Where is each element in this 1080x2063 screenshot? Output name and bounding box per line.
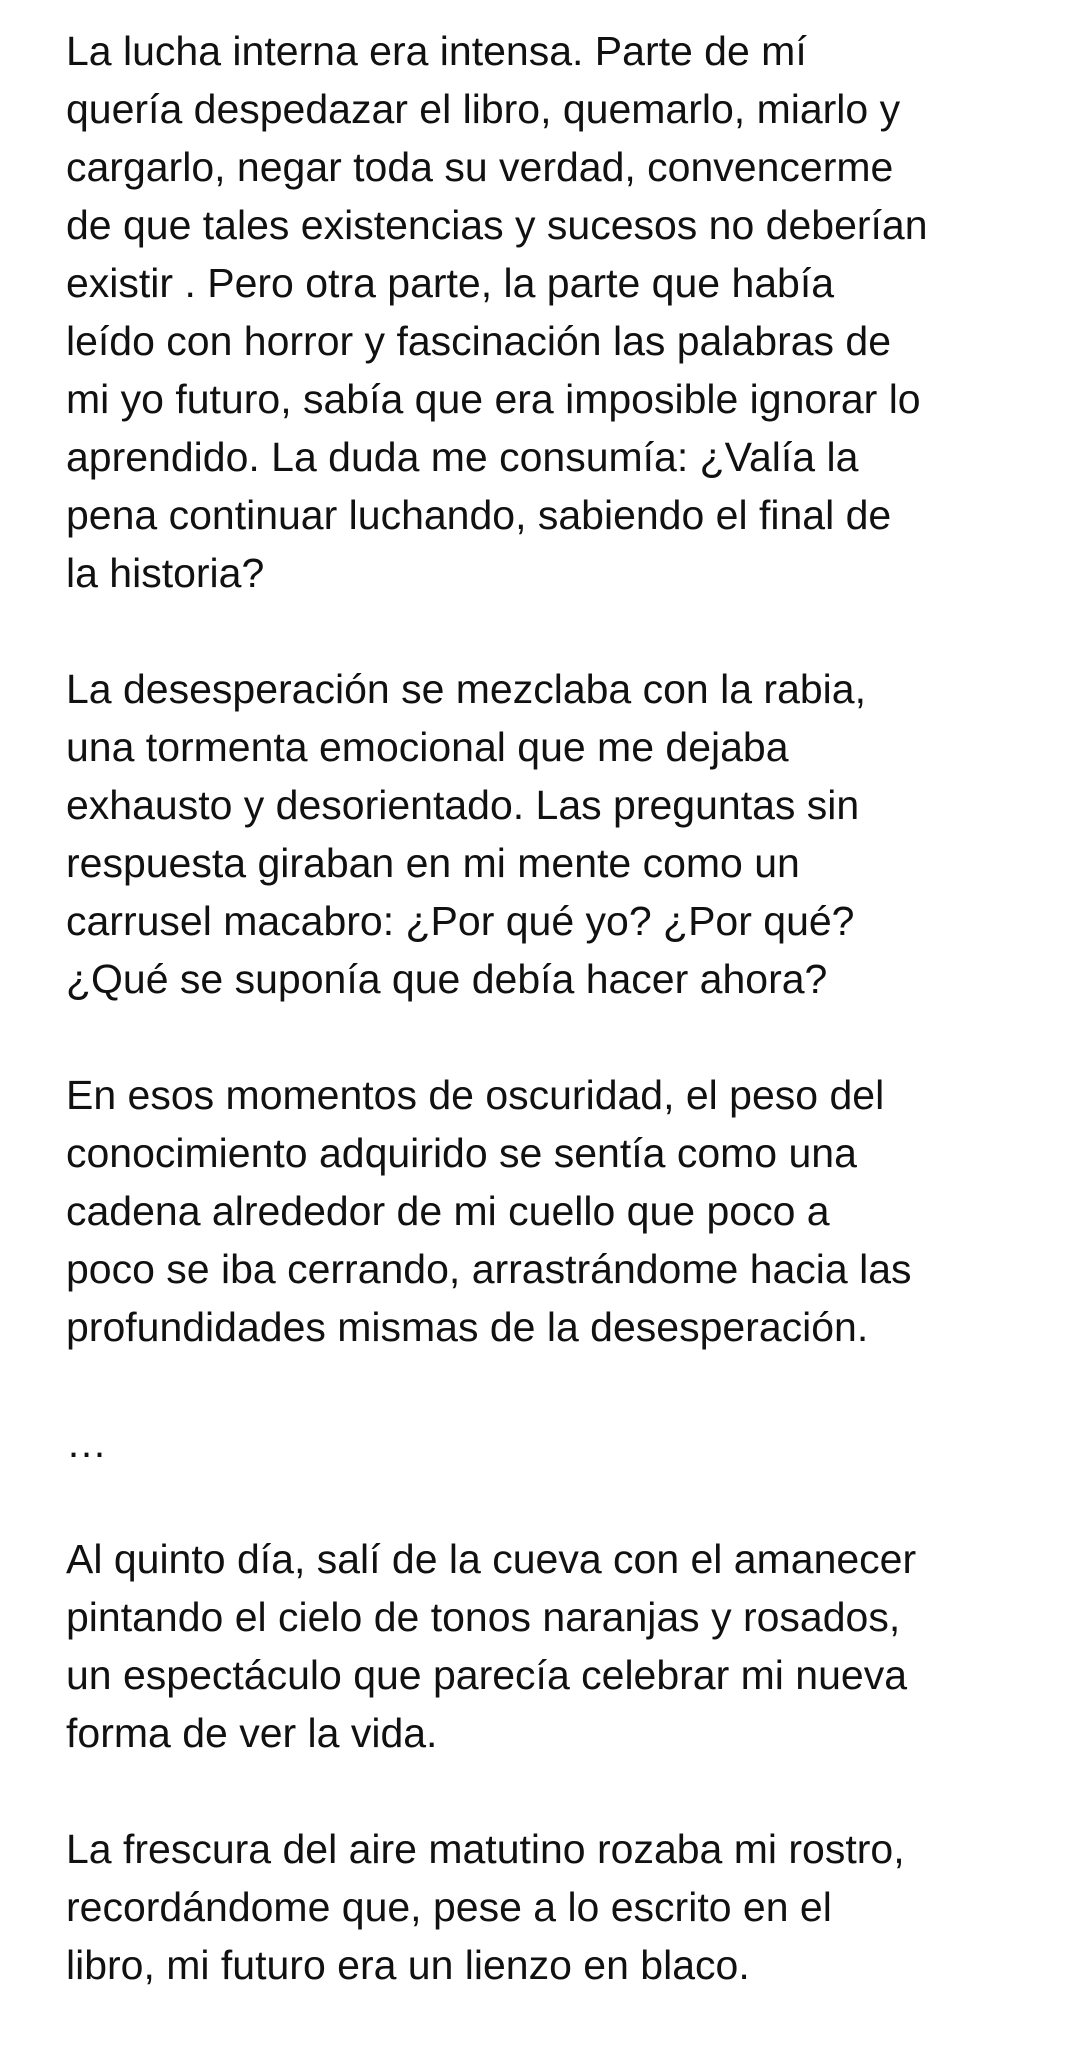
text-line: conocimiento adquirido se sentía como una <box>66 1130 857 1176</box>
text-line: poco se iba cerrando, arrastrándome hacia las <box>66 1246 912 1292</box>
paragraph <box>66 1820 1066 1994</box>
paragraph <box>66 1530 1066 1762</box>
text-line: leído con horror y fascinación las palabras de <box>66 318 892 364</box>
text-line: de que tales existencias y sucesos no deberían <box>66 202 928 248</box>
paragraph <box>66 660 1066 1008</box>
text-line: cargarlo, negar toda su verdad, convencerme <box>66 144 894 190</box>
paragraph <box>66 22 1066 602</box>
text-line: profundidades mismas de la desesperación. <box>66 1304 869 1350</box>
text-line: pena continuar luchando, sabiendo el final de <box>66 492 892 538</box>
text-line: La lucha interna era intensa. Parte de mí <box>66 28 807 74</box>
paragraph <box>66 1066 1066 1356</box>
document-body <box>66 22 1066 1994</box>
ellipsis-separator <box>66 1414 1066 1472</box>
text-line: mi yo futuro, sabía que era imposible ignorar lo <box>66 376 921 422</box>
text-line: La desesperación se mezclaba con la rabia, <box>66 666 866 712</box>
text-line: … <box>66 1420 107 1466</box>
text-line: un espectáculo que parecía celebrar mi nueva <box>66 1652 908 1698</box>
text-line: aprendido. La duda me consumía: ¿Valía la <box>66 434 859 480</box>
text-line: Al quinto día, salí de la cueva con el amanecer <box>66 1536 917 1582</box>
text-line: carrusel macabro: ¿Por qué yo? ¿Por qué? <box>66 898 855 944</box>
text-line: una tormenta emocional que me dejaba <box>66 724 789 770</box>
text-line: forma de ver la vida. <box>66 1710 438 1756</box>
text-line: En esos momentos de oscuridad, el peso del <box>66 1072 885 1118</box>
text-line: cadena alrededor de mi cuello que poco a <box>66 1188 830 1234</box>
text-line: exhausto y desorientado. Las preguntas sin <box>66 782 860 828</box>
text-line: respuesta giraban en mi mente como un <box>66 840 800 886</box>
text-line: libro, mi futuro era un lienzo en blaco. <box>66 1942 750 1988</box>
text-line: ¿Qué se suponía que debía hacer ahora? <box>66 956 828 1002</box>
text-line: la historia? <box>66 550 265 596</box>
text-line: existir . Pero otra parte, la parte que había <box>66 260 835 306</box>
text-line: La frescura del aire matutino rozaba mi rostro, <box>66 1826 905 1872</box>
text-line: recordándome que, pese a lo escrito en el <box>66 1884 832 1930</box>
text-line: pintando el cielo de tonos naranjas y rosados, <box>66 1594 901 1640</box>
text-line: quería despedazar el libro, quemarlo, miarlo y <box>66 86 901 132</box>
